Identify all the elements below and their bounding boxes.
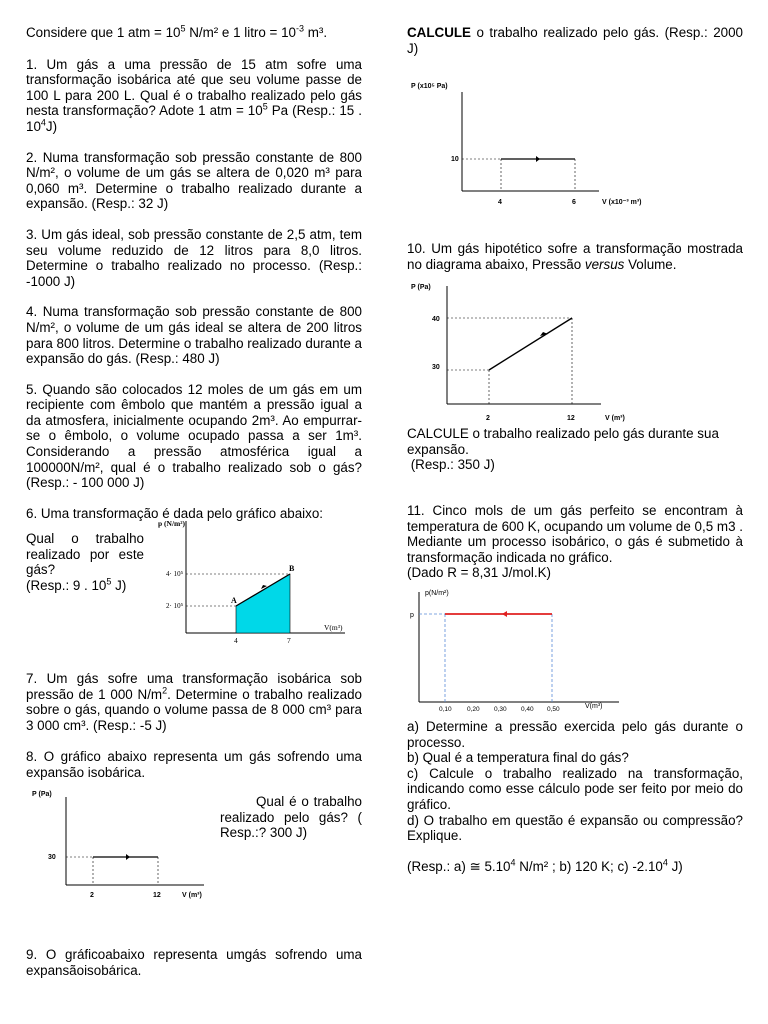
q9-x1-label: 4 bbox=[498, 199, 502, 206]
q9-graph bbox=[407, 78, 667, 213]
question-6-heading: 6. Uma transformação é dada pelo gráfico abaixo: bbox=[26, 505, 323, 521]
q8-arrow bbox=[126, 854, 130, 860]
question-11-items bbox=[407, 719, 743, 874]
question-2: 2. Numa transformação sob pressão constante de 800 N/m², o volume de um gás se altera de 0,020 m³ para 0,060 m³. Determine o trabalho realizado durante a expansão. (Resp.: 32 J) bbox=[26, 149, 362, 212]
q10-resp: (Resp.: 350 J) bbox=[407, 457, 495, 473]
intro-text bbox=[26, 25, 362, 41]
q6-x1-label: 4 bbox=[234, 636, 238, 645]
q7-exp: 2 bbox=[162, 685, 168, 696]
q10-x2-label: 12 bbox=[567, 415, 575, 422]
q10-y2-label: 40 bbox=[432, 316, 440, 323]
q8-y-label: 30 bbox=[48, 854, 56, 861]
q10-ylabel: P (Pa) bbox=[411, 284, 431, 291]
q8-ylabel: P (Pa) bbox=[32, 791, 52, 798]
q9-ylabel: P (x10⁵ Pa) bbox=[411, 83, 448, 90]
q11-resp bbox=[407, 859, 743, 875]
question-6-text bbox=[26, 531, 144, 593]
q11-tick-3: 0,30 bbox=[494, 706, 507, 713]
q11-ylabel: p(N/m²) bbox=[425, 590, 449, 597]
q10-italic: versus bbox=[584, 256, 625, 272]
q10-xlabel: V (m³) bbox=[605, 415, 625, 422]
q11-resp-mid: N/m² ; b) 120 K; c) -2.10 bbox=[515, 858, 663, 874]
q10-post: Volume. bbox=[624, 256, 677, 272]
q10-process-line bbox=[489, 318, 572, 370]
q9-calculate bbox=[407, 25, 743, 56]
left-column bbox=[26, 25, 362, 521]
question-5: 5. Quando são colocados 12 moles de um gás em um recipiente com êmbolo que mantém a pressão igual a da atmosfera, inicialmente ocupando 2m³. Ao empurrar-se o êmbolo, o volume ocupado passa a ser 1m³. Considerando a pressão atmosférica igual a 100000N/m², qual é o trabalho realizado sob o gás? (Resp.: - 100 000 J) bbox=[26, 381, 362, 491]
q6-point-a: A bbox=[231, 596, 237, 605]
q9-xlabel: V (x10⁻³ m³) bbox=[602, 199, 642, 206]
q11-resp-pre: (Resp.: a) ≅ 5.10 bbox=[407, 858, 511, 874]
q6-xlabel: V(m³) bbox=[324, 623, 343, 632]
q9-x2-label: 6 bbox=[572, 199, 576, 206]
q9-calc-bold: CALCULE bbox=[407, 25, 471, 40]
q8-ask: Qual é o trabalho realizado pelo gás? ( Resp.:? 300 J) bbox=[220, 794, 362, 841]
question-4: 4. Numa transformação sob pressão constante de 800 N/m², o volume de um gás ideal se altera de 200 litros para 800 litros. Determine o trabalho realizado durante a expansão do gás. (Resp.: 480 J) bbox=[26, 304, 362, 367]
q11-xlabel: V(m³) bbox=[585, 703, 603, 710]
q10-pre: 10. Um gás hipotético sofre a transformação mostrada no diagrama abaixo, Pressão bbox=[407, 241, 743, 272]
q8-graph bbox=[26, 785, 216, 905]
q6-resp-pre: (Resp.: 9 . 10 bbox=[26, 577, 107, 593]
q6-resp bbox=[26, 578, 144, 594]
q1-exp2: 4 bbox=[40, 117, 46, 128]
intro-exp2: -3 bbox=[296, 23, 305, 34]
question-7 bbox=[26, 671, 362, 733]
q8-x2-label: 12 bbox=[153, 892, 161, 899]
intro-mid: N/m² e 1 litro = 10 bbox=[185, 25, 296, 40]
q11-item-a: a) Determine a pressão exercida pelo gás durante o processo. bbox=[407, 719, 743, 750]
q11-resp-post: J) bbox=[667, 858, 683, 874]
intro-exp1: 5 bbox=[180, 23, 186, 34]
q7-post: . Determine o trabalho realizado sobre o gás, quando o volume passa de 8 000 cm³ para 3 000 cm³. (Resp.: -5 J) bbox=[26, 686, 362, 733]
q11-arrow bbox=[502, 611, 507, 617]
q6-resp-post: J) bbox=[111, 577, 127, 593]
q10-graph bbox=[407, 278, 647, 426]
q10-x1-label: 2 bbox=[486, 415, 490, 422]
q6-point-b: B bbox=[289, 564, 295, 573]
q11-item-b: b) Qual é a temperatura final do gás? bbox=[407, 750, 629, 766]
q11-tick-4: 0,40 bbox=[521, 706, 534, 713]
q6-area-fill bbox=[236, 574, 290, 633]
q6-y1-label: 2· 10⁵ bbox=[166, 602, 184, 610]
q7-pre: 7. Um gás sofre uma transformação isobárica sob pressão de 1 000 N/m bbox=[26, 671, 362, 702]
q9-calc-rest: o trabalho realizado pelo gás. (Resp.: 2000 J) bbox=[407, 25, 743, 56]
q11-resp-e1: 4 bbox=[510, 857, 516, 868]
q11-item-d: d) O trabalho em questão é expansão ou compressão? Explique. bbox=[407, 812, 743, 844]
q11-tick-2: 0,20 bbox=[467, 706, 480, 713]
q11-resp-e2: 4 bbox=[662, 857, 668, 868]
q6-graph bbox=[150, 513, 355, 648]
q11-tick-5: 0,50 bbox=[547, 706, 560, 713]
question-11 bbox=[407, 503, 743, 581]
question-8-heading: 8. O gráfico abaixo representa um gás sofrendo uma expansão isobárica. bbox=[26, 749, 362, 780]
question-1 bbox=[26, 57, 362, 135]
q6-y2-label: 4· 10⁵ bbox=[166, 570, 184, 578]
q10-y1-label: 30 bbox=[432, 364, 440, 371]
question-9: 9. O gráficoabaixo representa umgás sofrendo uma expansãoisobárica. bbox=[26, 947, 362, 978]
q11-dado: (Dado R = 8,31 J/mol.K) bbox=[407, 565, 552, 581]
question-10 bbox=[407, 241, 743, 272]
q9-y-label: 10 bbox=[451, 156, 459, 163]
q11-tick-1: 0,10 bbox=[439, 706, 452, 713]
q6-resp-exp: 5 bbox=[106, 576, 112, 587]
q10-calc-text: CALCULE o trabalho realizado pelo gás durante sua expansão. bbox=[407, 426, 719, 457]
q11-y-label: p bbox=[410, 612, 414, 619]
q1-exp1: 5 bbox=[262, 101, 268, 112]
q6-ylabel: p (N/m²) bbox=[158, 519, 186, 528]
q11-text: 11. Cinco mols de um gás perfeito se encontram à temperatura de 600 K, ocupando um volume de 0,5 m3 . Mediante um processo isobárico, o gás é submetido à transformação indicada no gráfico. bbox=[407, 503, 743, 565]
q6-x2-label: 7 bbox=[287, 636, 291, 645]
intro-post: m³. bbox=[304, 25, 328, 40]
q1-mid: Pa (Resp.: 15 . 10 bbox=[26, 103, 362, 134]
q1-post: J) bbox=[45, 118, 58, 134]
intro-pre: Considere que 1 atm = 10 bbox=[26, 25, 181, 40]
q9-arrow bbox=[536, 156, 540, 162]
q11-graph bbox=[407, 586, 647, 716]
q11-item-c: c) Calcule o trabalho realizado na transformação, indicando como esse cálculo pode ser feito por meio do gráfico. bbox=[407, 765, 743, 812]
q8-xlabel: V (m³) bbox=[182, 892, 202, 899]
q10-calculate bbox=[407, 426, 743, 473]
q1-pre: 1. Um gás a uma pressão de 15 atm sofre uma transformação isobárica até que seu volume passe de 100 L para 200 L. Qual é o trabalho realizado pelo gás nesta transformação? Adote 1 atm = 10 bbox=[26, 56, 362, 119]
q8-x1-label: 2 bbox=[90, 892, 94, 899]
question-3: 3. Um gás ideal, sob pressão constante de 2,5 atm, tem seu volume reduzido de 12 litros para 8,0 litros. Determine o trabalho realizado no processo. (Resp.: -1000 J) bbox=[26, 226, 362, 289]
left-column-lower bbox=[26, 671, 362, 781]
q6-ask: Qual o trabalho realizado por este gás? bbox=[26, 531, 144, 578]
